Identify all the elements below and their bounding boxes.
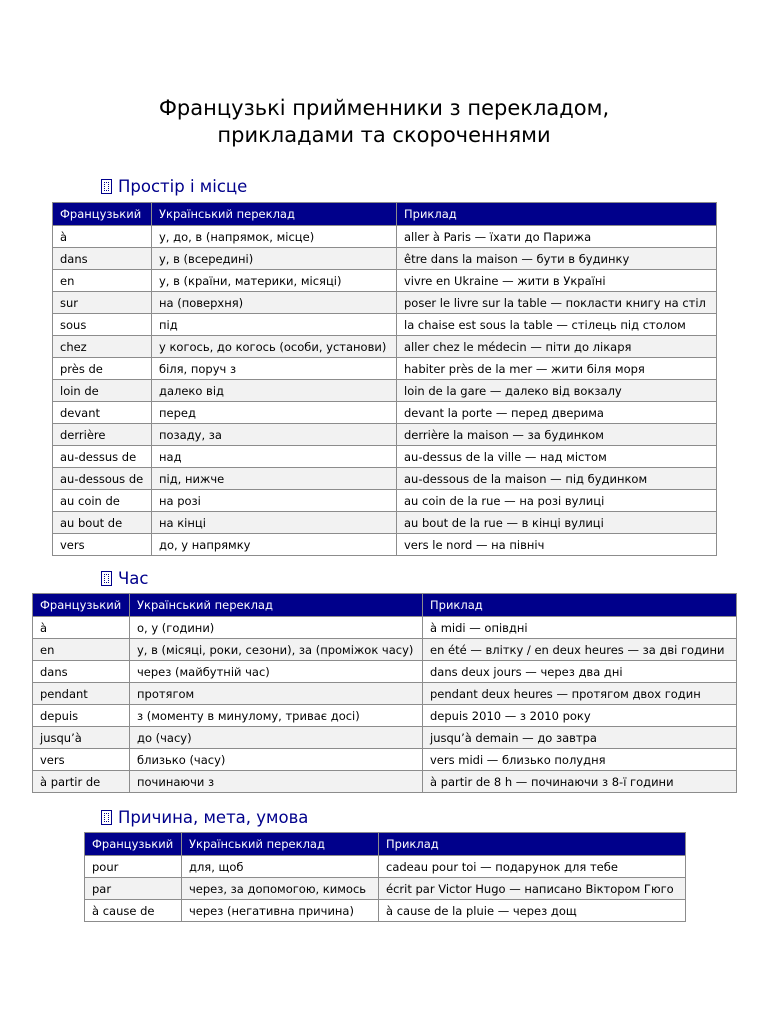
table-row xyxy=(33,639,737,661)
table-row xyxy=(53,336,717,358)
french-preposition-cell: sur xyxy=(53,292,152,314)
column-header-french: Французький xyxy=(33,594,130,617)
example-cell: dans deux jours — через два дні xyxy=(423,661,737,683)
french-preposition-cell: à xyxy=(33,617,130,639)
table-row xyxy=(53,446,717,468)
example-cell: au bout de la rue — в кінці вулиці xyxy=(397,512,717,534)
french-preposition-cell: vers xyxy=(33,749,130,771)
table-row xyxy=(53,248,717,270)
table-row xyxy=(53,380,717,402)
table-row xyxy=(85,900,686,922)
example-cell: à midi — опівдні xyxy=(423,617,737,639)
french-preposition-cell: par xyxy=(85,878,182,900)
french-preposition-cell: vers xyxy=(53,534,152,556)
french-preposition-cell: au-dessous de xyxy=(53,468,152,490)
example-cell: habiter près de la mer — жити біля моря xyxy=(397,358,717,380)
ukrainian-translation-cell: біля, поруч з xyxy=(152,358,397,380)
example-cell: loin de la gare — далеко від вокзалу xyxy=(397,380,717,402)
ukrainian-translation-cell: під xyxy=(152,314,397,336)
missing-glyph-icon xyxy=(101,571,112,586)
example-cell: être dans la maison — бути в будинку xyxy=(397,248,717,270)
table-row xyxy=(85,856,686,878)
table-row xyxy=(53,512,717,534)
column-header-french: Французький xyxy=(53,203,152,226)
french-preposition-cell: loin de xyxy=(53,380,152,402)
french-preposition-cell: derrière xyxy=(53,424,152,446)
column-header-example: Приклад xyxy=(379,833,686,856)
table-row xyxy=(33,727,737,749)
table-row xyxy=(33,771,737,793)
time-table-body xyxy=(33,617,737,793)
french-preposition-cell: en xyxy=(33,639,130,661)
table-row xyxy=(33,683,737,705)
ukrainian-translation-cell: у когось, до когось (особи, установи) xyxy=(152,336,397,358)
table-row xyxy=(85,878,686,900)
french-preposition-cell: pendant xyxy=(33,683,130,705)
table-row xyxy=(33,661,737,683)
table-row xyxy=(33,705,737,727)
example-cell: depuis 2010 — з 2010 року xyxy=(423,705,737,727)
ukrainian-translation-cell: на розі xyxy=(152,490,397,512)
ukrainian-translation-cell: на кінці xyxy=(152,512,397,534)
table-row xyxy=(53,402,717,424)
table-row xyxy=(33,749,737,771)
column-header-translation: Український переклад xyxy=(182,833,379,856)
missing-glyph-icon xyxy=(101,810,112,825)
example-cell: aller chez le médecin — піти до лікаря xyxy=(397,336,717,358)
example-cell: vers midi — близько полудня xyxy=(423,749,737,771)
example-cell: aller à Paris — їхати до Парижа xyxy=(397,226,717,248)
example-cell: écrit par Victor Hugo — написано Віктором Гюго xyxy=(379,878,686,900)
example-cell: la chaise est sous la table — стілець під столом xyxy=(397,314,717,336)
ukrainian-translation-cell: у, в (місяці, роки, сезони), за (проміжок часу) xyxy=(130,639,423,661)
section-heading-space xyxy=(101,177,247,196)
table-row xyxy=(53,490,717,512)
example-cell: au-dessus de la ville — над містом xyxy=(397,446,717,468)
column-header-translation: Український переклад xyxy=(130,594,423,617)
table-header-row xyxy=(85,833,686,856)
french-preposition-cell: au coin de xyxy=(53,490,152,512)
page-title xyxy=(0,95,768,149)
table-row xyxy=(33,617,737,639)
ukrainian-translation-cell: протягом xyxy=(130,683,423,705)
french-preposition-cell: en xyxy=(53,270,152,292)
french-preposition-cell: au-dessus de xyxy=(53,446,152,468)
column-header-translation: Український переклад xyxy=(152,203,397,226)
section-heading-label: Час xyxy=(118,569,149,588)
ukrainian-translation-cell: близько (часу) xyxy=(130,749,423,771)
french-preposition-cell: sous xyxy=(53,314,152,336)
cause-table-body xyxy=(85,856,686,922)
section-heading-time xyxy=(101,569,149,588)
example-cell: jusqu’à demain — до завтра xyxy=(423,727,737,749)
ukrainian-translation-cell: через (негативна причина) xyxy=(182,900,379,922)
page-title-line-1: Французькі прийменники з перекладом, xyxy=(158,96,610,120)
missing-glyph-icon xyxy=(101,179,112,194)
french-preposition-cell: à xyxy=(53,226,152,248)
french-preposition-cell: dans xyxy=(53,248,152,270)
french-preposition-cell: chez xyxy=(53,336,152,358)
table-row xyxy=(53,358,717,380)
time-prepositions-table xyxy=(32,593,737,793)
example-cell: cadeau pour toi — подарунок для тебе xyxy=(379,856,686,878)
example-cell: poser le livre sur la table — покласти книгу на стіл xyxy=(397,292,717,314)
column-header-french: Французький xyxy=(85,833,182,856)
ukrainian-translation-cell: через (майбутній час) xyxy=(130,661,423,683)
french-preposition-cell: dans xyxy=(33,661,130,683)
ukrainian-translation-cell: позаду, за xyxy=(152,424,397,446)
ukrainian-translation-cell: над xyxy=(152,446,397,468)
column-header-example: Приклад xyxy=(397,203,717,226)
example-cell: à partir de 8 h — починаючи з 8-ї години xyxy=(423,771,737,793)
example-cell: au-dessous de la maison — під будинком xyxy=(397,468,717,490)
table-row xyxy=(53,424,717,446)
french-preposition-cell: à partir de xyxy=(33,771,130,793)
column-header-example: Приклад xyxy=(423,594,737,617)
ukrainian-translation-cell: з (моменту в минулому, триває досі) xyxy=(130,705,423,727)
example-cell: à cause de la pluie — через дощ xyxy=(379,900,686,922)
example-cell: en été — влітку / en deux heures — за дві години xyxy=(423,639,737,661)
french-preposition-cell: jusqu’à xyxy=(33,727,130,749)
space-table-body xyxy=(53,226,717,556)
french-preposition-cell: près de xyxy=(53,358,152,380)
cause-prepositions-table xyxy=(84,832,686,922)
table-row xyxy=(53,270,717,292)
ukrainian-translation-cell: під, нижче xyxy=(152,468,397,490)
section-heading-cause xyxy=(101,808,308,827)
french-preposition-cell: pour xyxy=(85,856,182,878)
ukrainian-translation-cell: у, в (країни, материки, місяці) xyxy=(152,270,397,292)
ukrainian-translation-cell: далеко від xyxy=(152,380,397,402)
example-cell: vivre en Ukraine — жити в Україні xyxy=(397,270,717,292)
table-row xyxy=(53,226,717,248)
ukrainian-translation-cell: на (поверхня) xyxy=(152,292,397,314)
ukrainian-translation-cell: о, у (години) xyxy=(130,617,423,639)
ukrainian-translation-cell: для, щоб xyxy=(182,856,379,878)
table-row xyxy=(53,534,717,556)
ukrainian-translation-cell: починаючи з xyxy=(130,771,423,793)
table-row xyxy=(53,314,717,336)
french-preposition-cell: à cause de xyxy=(85,900,182,922)
section-heading-label: Причина, мета, умова xyxy=(118,808,309,827)
section-heading-label: Простір і місце xyxy=(118,177,248,196)
example-cell: vers le nord — на північ xyxy=(397,534,717,556)
ukrainian-translation-cell: через, за допомогою, кимось xyxy=(182,878,379,900)
example-cell: derrière la maison — за будинком xyxy=(397,424,717,446)
page-title-line-2: прикладами та скороченнями xyxy=(217,123,551,147)
ukrainian-translation-cell: перед xyxy=(152,402,397,424)
french-preposition-cell: devant xyxy=(53,402,152,424)
table-header-row xyxy=(33,594,737,617)
table-row xyxy=(53,292,717,314)
example-cell: devant la porte — перед дверима xyxy=(397,402,717,424)
table-row xyxy=(53,468,717,490)
french-preposition-cell: depuis xyxy=(33,705,130,727)
ukrainian-translation-cell: у, до, в (напрямок, місце) xyxy=(152,226,397,248)
ukrainian-translation-cell: до, у напрямку xyxy=(152,534,397,556)
ukrainian-translation-cell: у, в (всередині) xyxy=(152,248,397,270)
example-cell: au coin de la rue — на розі вулиці xyxy=(397,490,717,512)
table-header-row xyxy=(53,203,717,226)
french-preposition-cell: au bout de xyxy=(53,512,152,534)
ukrainian-translation-cell: до (часу) xyxy=(130,727,423,749)
space-prepositions-table xyxy=(52,202,717,556)
example-cell: pendant deux heures — протягом двох годин xyxy=(423,683,737,705)
